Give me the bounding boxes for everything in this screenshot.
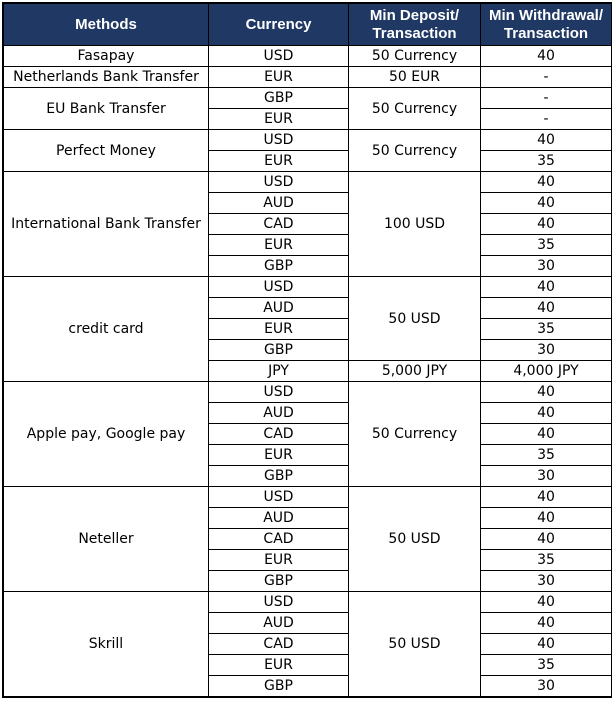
currency-cell: CAD bbox=[209, 529, 349, 550]
table-row bbox=[4, 46, 612, 67]
min-deposit-cell: 50 USD bbox=[349, 487, 481, 592]
method-cell: EU Bank Transfer bbox=[4, 88, 209, 130]
currency-cell: GBP bbox=[209, 676, 349, 697]
table-row bbox=[4, 88, 612, 109]
min-withdrawal-cell: 30 bbox=[481, 466, 612, 487]
min-withdrawal-cell: 30 bbox=[481, 676, 612, 697]
min-withdrawal-cell: 40 bbox=[481, 382, 612, 403]
header-methods: Methods bbox=[4, 4, 209, 46]
currency-cell: EUR bbox=[209, 319, 349, 340]
method-cell: Neteller bbox=[4, 487, 209, 592]
min-withdrawal-cell: 35 bbox=[481, 445, 612, 466]
currency-cell: AUD bbox=[209, 403, 349, 424]
min-deposit-cell: 100 USD bbox=[349, 172, 481, 277]
min-withdrawal-cell: 35 bbox=[481, 550, 612, 571]
min-withdrawal-cell: 35 bbox=[481, 235, 612, 256]
min-withdrawal-cell: 40 bbox=[481, 634, 612, 655]
min-withdrawal-cell: - bbox=[481, 109, 612, 130]
currency-cell: EUR bbox=[209, 235, 349, 256]
currency-cell: AUD bbox=[209, 193, 349, 214]
min-withdrawal-cell: 40 bbox=[481, 277, 612, 298]
min-deposit-cell: 5,000 JPY bbox=[349, 361, 481, 382]
method-cell: Skrill bbox=[4, 592, 209, 697]
currency-cell: USD bbox=[209, 487, 349, 508]
min-withdrawal-cell: 40 bbox=[481, 193, 612, 214]
min-withdrawal-cell: 40 bbox=[481, 424, 612, 445]
min-withdrawal-cell: 40 bbox=[481, 529, 612, 550]
header-currency: Currency bbox=[209, 4, 349, 46]
currency-cell: EUR bbox=[209, 550, 349, 571]
min-withdrawal-cell: 40 bbox=[481, 298, 612, 319]
min-withdrawal-cell: 40 bbox=[481, 508, 612, 529]
currency-cell: USD bbox=[209, 382, 349, 403]
min-deposit-cell: 50 Currency bbox=[349, 130, 481, 172]
currency-cell: EUR bbox=[209, 445, 349, 466]
currency-cell: USD bbox=[209, 46, 349, 67]
min-withdrawal-cell: 40 bbox=[481, 172, 612, 193]
currency-cell: GBP bbox=[209, 88, 349, 109]
table-body bbox=[4, 46, 612, 697]
currency-cell: EUR bbox=[209, 655, 349, 676]
currency-cell: USD bbox=[209, 172, 349, 193]
min-deposit-cell: 50 USD bbox=[349, 592, 481, 697]
header-min-withdrawal: Min Withdrawal/ Transaction bbox=[481, 4, 612, 46]
method-cell: Netherlands Bank Transfer bbox=[4, 67, 209, 88]
table-row bbox=[4, 67, 612, 88]
table-row bbox=[4, 487, 612, 508]
min-withdrawal-cell: 40 bbox=[481, 214, 612, 235]
table-header-row bbox=[4, 4, 612, 46]
currency-cell: USD bbox=[209, 277, 349, 298]
currency-cell: EUR bbox=[209, 67, 349, 88]
currency-cell: AUD bbox=[209, 613, 349, 634]
header-min-deposit: Min Deposit/ Transaction bbox=[349, 4, 481, 46]
min-deposit-cell: 50 USD bbox=[349, 277, 481, 361]
min-withdrawal-cell: 40 bbox=[481, 130, 612, 151]
method-cell: International Bank Transfer bbox=[4, 172, 209, 277]
min-withdrawal-cell: 30 bbox=[481, 256, 612, 277]
currency-cell: EUR bbox=[209, 151, 349, 172]
min-withdrawal-cell: - bbox=[481, 67, 612, 88]
min-withdrawal-cell: 4,000 JPY bbox=[481, 361, 612, 382]
table-row bbox=[4, 592, 612, 613]
currency-cell: AUD bbox=[209, 298, 349, 319]
min-withdrawal-cell: 30 bbox=[481, 340, 612, 361]
min-withdrawal-cell: 40 bbox=[481, 46, 612, 67]
min-deposit-cell: 50 Currency bbox=[349, 382, 481, 487]
currency-cell: CAD bbox=[209, 424, 349, 445]
payment-methods-table bbox=[3, 3, 612, 697]
currency-cell: EUR bbox=[209, 109, 349, 130]
method-cell: Fasapay bbox=[4, 46, 209, 67]
min-withdrawal-cell: 35 bbox=[481, 319, 612, 340]
min-withdrawal-cell: - bbox=[481, 88, 612, 109]
min-deposit-cell: 50 EUR bbox=[349, 67, 481, 88]
table-row bbox=[4, 382, 612, 403]
currency-cell: CAD bbox=[209, 214, 349, 235]
min-withdrawal-cell: 40 bbox=[481, 592, 612, 613]
table-row bbox=[4, 130, 612, 151]
currency-cell: GBP bbox=[209, 466, 349, 487]
table-row bbox=[4, 172, 612, 193]
method-cell: credit card bbox=[4, 277, 209, 382]
method-cell: Apple pay, Google pay bbox=[4, 382, 209, 487]
currency-cell: GBP bbox=[209, 256, 349, 277]
min-withdrawal-cell: 40 bbox=[481, 487, 612, 508]
min-withdrawal-cell: 35 bbox=[481, 655, 612, 676]
currency-cell: USD bbox=[209, 130, 349, 151]
min-deposit-cell: 50 Currency bbox=[349, 46, 481, 67]
currency-cell: AUD bbox=[209, 508, 349, 529]
min-withdrawal-cell: 40 bbox=[481, 613, 612, 634]
min-withdrawal-cell: 40 bbox=[481, 403, 612, 424]
currency-cell: GBP bbox=[209, 571, 349, 592]
currency-cell: GBP bbox=[209, 340, 349, 361]
currency-cell: CAD bbox=[209, 634, 349, 655]
min-deposit-cell: 50 Currency bbox=[349, 88, 481, 130]
currency-cell: USD bbox=[209, 592, 349, 613]
currency-cell: JPY bbox=[209, 361, 349, 382]
table-row bbox=[4, 277, 612, 298]
min-withdrawal-cell: 30 bbox=[481, 571, 612, 592]
method-cell: Perfect Money bbox=[4, 130, 209, 172]
min-withdrawal-cell: 35 bbox=[481, 151, 612, 172]
